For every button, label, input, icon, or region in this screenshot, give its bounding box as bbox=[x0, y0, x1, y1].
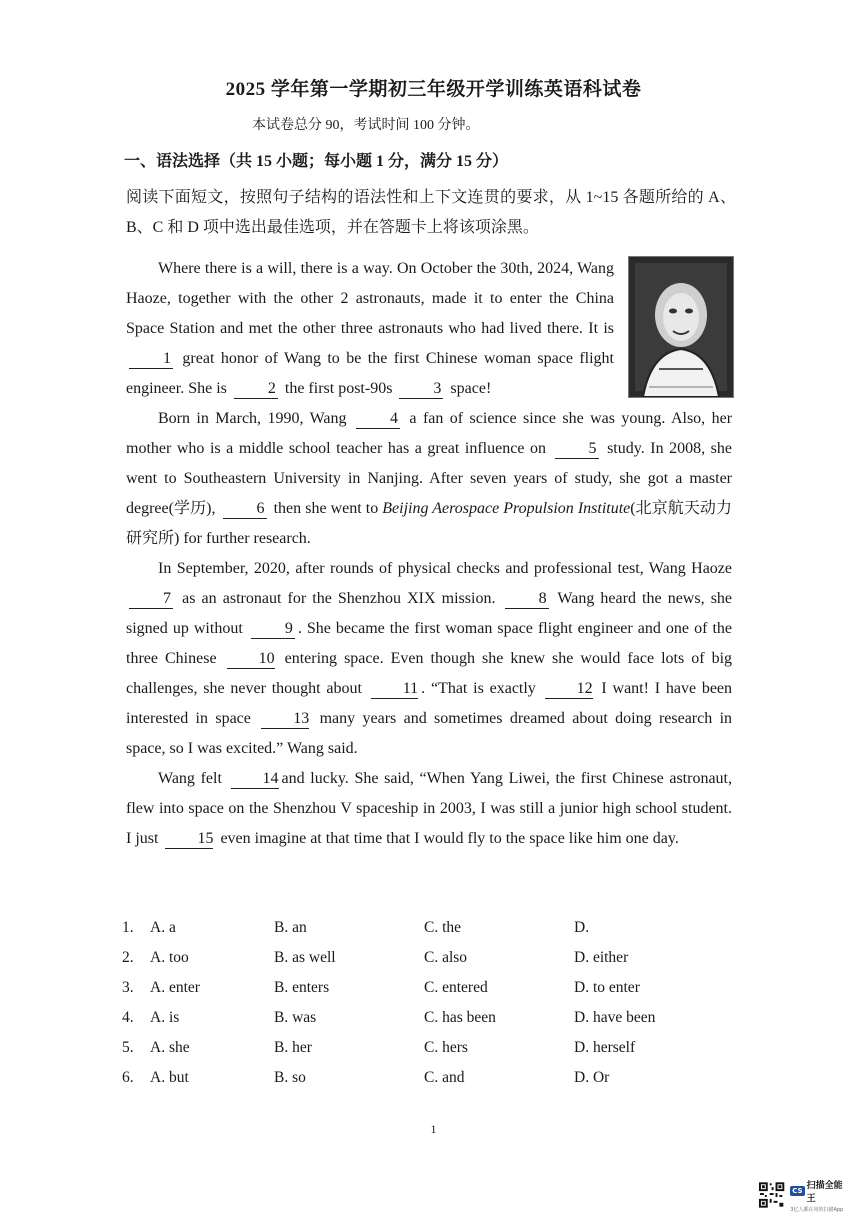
answer-blank-9: 9 bbox=[251, 620, 295, 639]
option-d: D. have been bbox=[574, 1009, 656, 1026]
question-number: 3. bbox=[122, 979, 134, 996]
question-number: 1. bbox=[122, 919, 134, 936]
answer-blank-1: 1 bbox=[129, 350, 173, 369]
answer-blank-10: 10 bbox=[227, 650, 275, 669]
option-a: A. but bbox=[150, 1069, 189, 1086]
reading-passage bbox=[126, 254, 732, 854]
question-number: 5. bbox=[122, 1039, 134, 1056]
answer-blank-11: 11 bbox=[371, 680, 418, 699]
option-d: D. herself bbox=[574, 1039, 636, 1056]
question-number: 4. bbox=[122, 1009, 134, 1026]
option-b: B. as well bbox=[274, 949, 336, 966]
camscanner-logo-icon: CS bbox=[792, 1186, 803, 1195]
option-a: A. a bbox=[150, 919, 176, 936]
answer-blank-12: 12 bbox=[545, 680, 593, 699]
answer-blank-2: 2 bbox=[234, 380, 278, 399]
option-a: A. she bbox=[150, 1039, 190, 1056]
passage-paragraph-2: Born in March, 1990, Wang 4 a fan of science since she was young. Also, her mother who is a middle school teacher has a great influence on 5 study. In 2008, she went to Southeastern University in Nanjing. After seven years of study, she got a master degree(学历), 6 then she went to Beijing Aerospace Propulsion Institute(北京航天动力研究所) for further research. bbox=[126, 410, 733, 547]
option-b: B. was bbox=[274, 1009, 317, 1026]
option-b: B. so bbox=[274, 1069, 306, 1086]
option-c: C. has been bbox=[424, 1009, 496, 1026]
passage-paragraph-4: Wang felt 14 and lucky. She said, “When Yang Liwei, the first Chinese astronaut, flew into space on the Shenzhou V spaceship in 2003, I was still a junior high school student. I just 15 even imagine at that time that I would fly to the space like him one day. bbox=[126, 770, 733, 847]
option-row bbox=[122, 913, 742, 943]
option-c: C. hers bbox=[424, 1039, 468, 1056]
passage-paragraph-1: Where there is a will, there is a way. On October the 30th, 2024, Wang Haoze, together with the other 2 astronauts, made it to enter the China Space Station and met the other three astronauts who had lived there. It is 1 great honor of Wang to be the first Chinese woman space flight engineer. She is 2 the first post-90s 3 space! bbox=[126, 254, 732, 404]
answer-blank-14: 14 bbox=[231, 770, 279, 789]
option-d: D. either bbox=[574, 949, 629, 966]
option-row bbox=[122, 1033, 742, 1063]
answer-blank-7: 7 bbox=[129, 590, 173, 609]
option-row bbox=[122, 943, 742, 973]
question-number: 6. bbox=[122, 1069, 134, 1086]
page-title: 2025 学年第一学期初三年级开学训练英语科试卷 bbox=[225, 79, 642, 100]
institute-name: Beijing Aerospace Propulsion Institute bbox=[382, 500, 631, 517]
option-a: A. too bbox=[150, 949, 189, 966]
option-c: C. the bbox=[424, 919, 462, 936]
option-b: B. enters bbox=[274, 979, 330, 996]
option-a: A. enter bbox=[150, 979, 200, 996]
section-instructions: 阅读下面短文，按照句子结构的语法性和上下文连贯的要求，从 1~15 各题所给的 A、B、C 和 D 项中选出最佳选项，并在答题卡上将该项涂黑。 bbox=[126, 189, 736, 236]
answer-blank-13: 13 bbox=[261, 710, 309, 729]
option-row bbox=[122, 1063, 742, 1093]
scanner-tagline: 3亿人都在用的扫描App bbox=[790, 1206, 844, 1213]
answer-blank-8: 8 bbox=[505, 590, 549, 609]
option-c: C. and bbox=[424, 1069, 465, 1086]
answer-blank-4: 4 bbox=[356, 410, 400, 429]
option-row bbox=[122, 1003, 742, 1033]
option-b: B. an bbox=[274, 919, 307, 936]
option-d: D. Or bbox=[574, 1069, 610, 1086]
answer-blank-6: 6 bbox=[223, 500, 267, 519]
answer-blank-3: 3 bbox=[399, 380, 443, 399]
scanner-watermark bbox=[758, 1178, 850, 1212]
scanner-brand: 扫描全能王 bbox=[806, 1180, 843, 1204]
question-number: 2. bbox=[122, 949, 134, 966]
option-row bbox=[122, 973, 742, 1003]
option-d: D. to enter bbox=[574, 979, 640, 996]
qr-code-icon bbox=[758, 1181, 785, 1209]
option-a: A. is bbox=[150, 1009, 180, 1026]
answer-blank-5: 5 bbox=[555, 440, 599, 459]
section-heading: 一、语法选择（共 15 小题；每小题 1 分，满分 15 分） bbox=[124, 153, 509, 170]
option-c: C. also bbox=[424, 949, 468, 966]
answer-blank-15: 15 bbox=[165, 830, 213, 849]
astronaut-photo bbox=[628, 256, 734, 398]
answer-options bbox=[122, 913, 742, 1093]
option-c: C. entered bbox=[424, 979, 488, 996]
option-d: D. bbox=[574, 919, 590, 936]
passage-paragraph-3: In September, 2020, after rounds of physical checks and professional test, Wang Haoze 7 as an astronaut for the Shenzhou XIX mission. 8 Wang heard the news, she signed up without 9 . She became the first woman space flight engineer and one of the three Chinese 10 entering space. Even though she knew she would face lots of big challenges, she never thought about 11 . “That is exactly 12 I want! I have been interested in space 13 many years and sometimes dreamed about doing research in space, so I was excited.” Wang said. bbox=[126, 560, 733, 757]
option-b: B. her bbox=[274, 1039, 312, 1056]
exam-info: 本试卷总分 90，考试时间 100 分钟。 bbox=[252, 118, 480, 133]
page-number: 1 bbox=[430, 1122, 437, 1136]
